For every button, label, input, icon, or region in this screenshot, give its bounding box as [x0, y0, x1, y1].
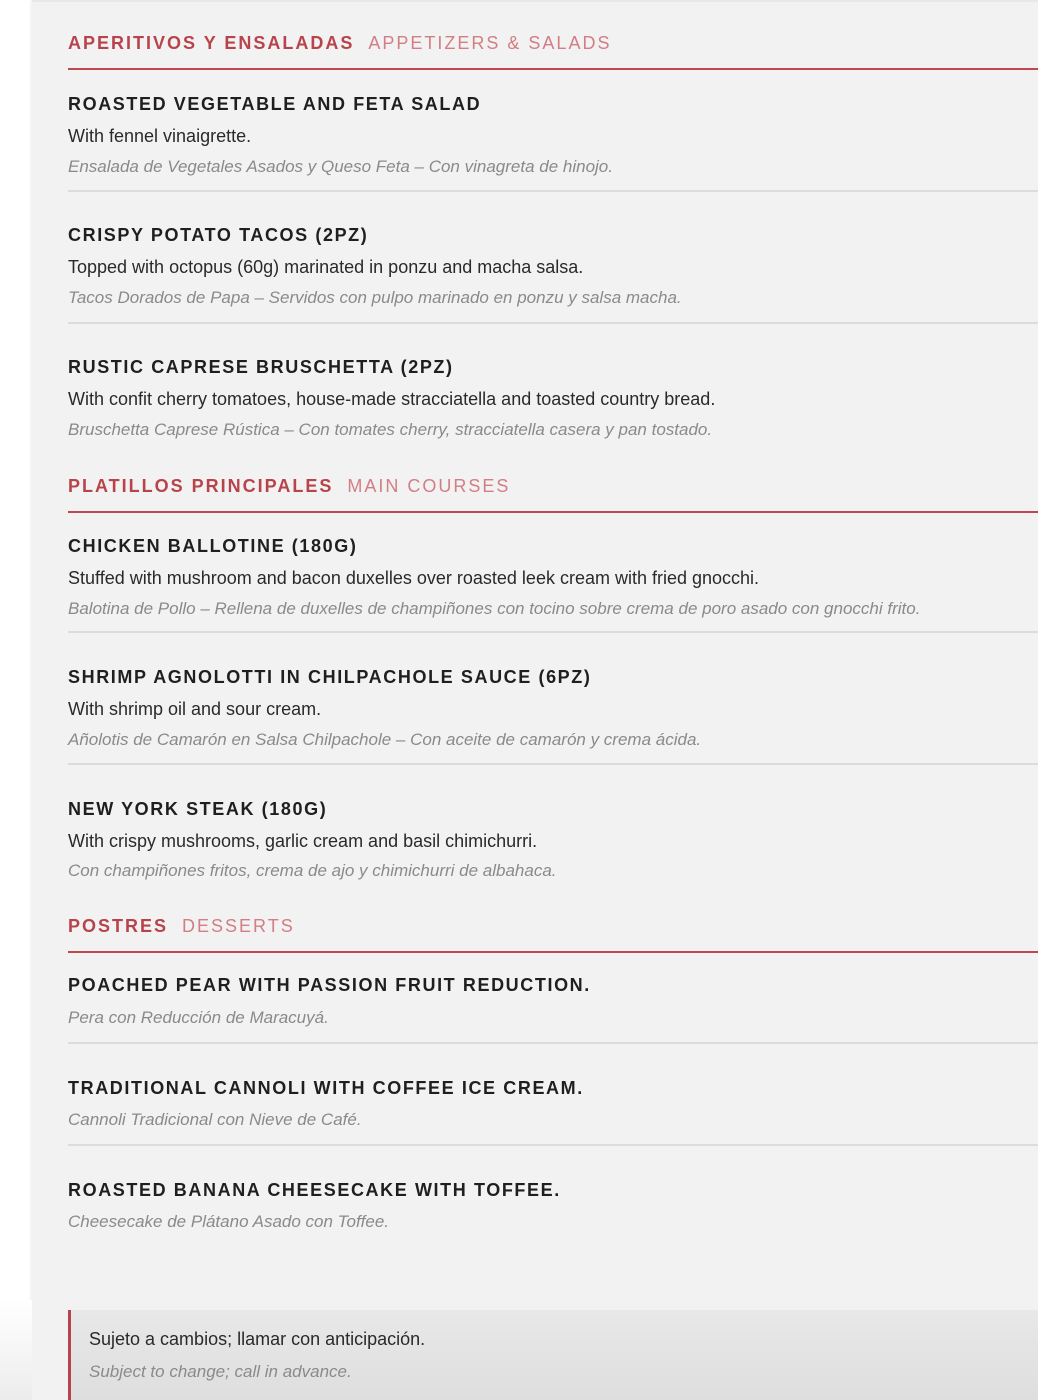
item-description: Topped with octopus (60g) marinated in ponzu and macha salsa.	[68, 257, 584, 277]
menu-content	[68, 0, 1038, 1246]
notice-text-es: Sujeto a cambios; llamar con anticipación.	[89, 1329, 426, 1349]
item-name: CRISPY POTATO TACOS (2PZ)	[68, 225, 369, 245]
section-title-es: PLATILLOS PRINCIPALES	[68, 476, 334, 496]
section-header	[68, 0, 1038, 70]
item-description: Stuffed with mushroom and bacon duxelles over roasted leek cream with fried gnocchi.	[68, 568, 760, 588]
item-description: With crispy mushrooms, garlic cream and basil chimichurri.	[68, 831, 538, 851]
item-name: SHRIMP AGNOLOTTI IN CHILPACHOLE SAUCE (6PZ)	[68, 667, 592, 687]
section-title-es: APERITIVOS Y ENSALADAS	[68, 33, 355, 53]
item-name: POACHED PEAR WITH PASSION FRUIT REDUCTION.	[68, 975, 591, 995]
item-description: With fennel vinaigrette.	[68, 126, 252, 146]
item-name: ROASTED BANANA CHEESECAKE WITH TOFFEE.	[68, 1180, 561, 1200]
item-spanish: Con champiñones fritos, crema de ajo y chimichurri de albahaca.	[68, 861, 557, 880]
item-spanish: Bruschetta Caprese Rústica – Con tomates cherry, stracciatella casera y pan tostado.	[68, 420, 713, 439]
section-title-en: MAIN COURSES	[347, 476, 511, 496]
item-spanish: Ensalada de Vegetales Asados y Queso Feta – Con vinagreta de hinojo.	[68, 157, 613, 176]
notice-box	[68, 1310, 1038, 1400]
item-name: ROASTED VEGETABLE AND FETA SALAD	[68, 94, 482, 114]
section-appetizers	[68, 0, 1038, 476]
section-header	[68, 443, 1038, 513]
item-spanish: Balotina de Pollo – Rellena de duxelles de champiñones con tocino sobre crema de poro asado con gnocchi frito.	[68, 599, 921, 618]
left-gutter	[0, 1300, 32, 1400]
section-title-en: DESSERTS	[182, 916, 295, 936]
item-name: CHICKEN BALLOTINE (180G)	[68, 536, 358, 556]
section-desserts	[68, 883, 1038, 1246]
menu-item	[68, 1146, 1038, 1246]
item-spanish: Pera con Reducción de Maracuyá.	[68, 1008, 329, 1027]
section-title-en: APPETIZERS & SALADS	[368, 33, 612, 53]
item-spanish: Cheesecake de Plátano Asado con Toffee.	[68, 1212, 390, 1231]
item-spanish: Tacos Dorados de Papa – Servidos con pulpo marinado en ponzu y salsa macha.	[68, 288, 682, 307]
menu-item	[68, 633, 1038, 765]
item-description: With confit cherry tomatoes, house-made stracciatella and toasted country bread.	[68, 389, 716, 409]
item-spanish: Añolotis de Camarón en Salsa Chilpachole – Con aceite de camarón y crema ácida.	[68, 730, 702, 749]
menu-item	[68, 513, 1038, 633]
item-spanish: Cannoli Tradicional con Nieve de Café.	[68, 1110, 362, 1129]
item-description: With shrimp oil and sour cream.	[68, 699, 322, 719]
section-title-es: POSTRES	[68, 916, 169, 936]
section-main-courses	[68, 443, 1038, 918]
menu-item	[68, 953, 1038, 1044]
menu-item	[68, 1044, 1038, 1146]
item-name: TRADITIONAL CANNOLI WITH COFFEE ICE CREAM.	[68, 1078, 584, 1098]
menu-item	[68, 192, 1038, 324]
notice-text-en: Subject to change; call in advance.	[89, 1362, 352, 1381]
menu-item	[68, 70, 1038, 192]
item-name: RUSTIC CAPRESE BRUSCHETTA (2PZ)	[68, 357, 454, 377]
section-header	[68, 883, 1038, 953]
item-name: NEW YORK STEAK (180G)	[68, 799, 328, 819]
